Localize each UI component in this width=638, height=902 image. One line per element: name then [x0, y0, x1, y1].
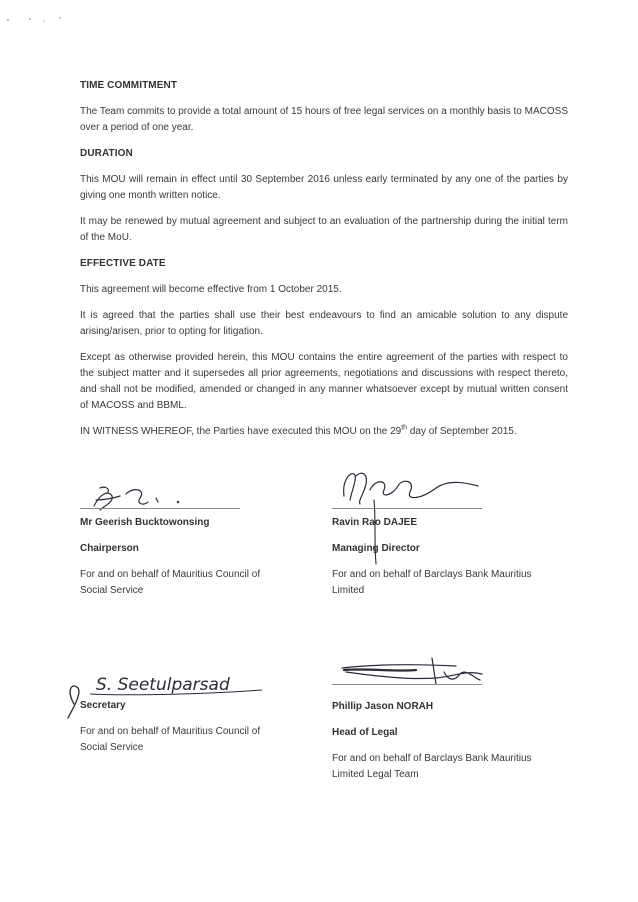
- witness-text-end: day of September 2015.: [407, 426, 517, 437]
- signatory-role: Head of Legal: [332, 727, 398, 738]
- paragraph: Except as otherwise provided herein, this MOU contains the entire agreement of the parties with respect to the subject matter and it supersedes all prior agreements, negotiations and discussions with respect thereto, and shall not be modified, amended or changed in any manner whatsoever except by mutual written consent of MACOSS and BBML.: [80, 352, 568, 411]
- signatory-role: Secretary: [80, 700, 126, 711]
- signature-chairperson: [86, 476, 196, 516]
- witness-ordinal: th: [401, 424, 408, 432]
- paragraph: This MOU will remain in effect until 30 September 2016 unless early terminated by any one of the parties by giving one month written notice.: [80, 174, 568, 201]
- section-effective-date: [80, 256, 568, 414]
- signature-line: [80, 508, 240, 509]
- paragraph: The Team commits to provide a total amount of 15 hours of free legal services on a monthly basis to MACOSS over a period of one year.: [80, 106, 568, 133]
- signatory-chairperson: [80, 515, 320, 599]
- scan-artifacts: [6, 14, 66, 24]
- paragraph: This agreement will become effective from 1 October 2015.: [80, 284, 342, 295]
- signatory-behalf: For and on behalf of Barclays Bank Mauritius Limited Legal Team: [332, 753, 532, 780]
- signatory-role: Managing Director: [332, 543, 420, 554]
- signatory-behalf: For and on behalf of Mauritius Council of Social Service: [80, 569, 261, 596]
- signatory-name: Phillip Jason NORAH: [332, 701, 434, 712]
- signatory-managing-director: [332, 515, 572, 599]
- handwritten-name: S. Seetulparsad: [96, 675, 230, 695]
- paragraph: It may be renewed by mutual agreement and subject to an evaluation of the partnership during the initial term of the MoU.: [80, 216, 568, 243]
- signatory-behalf: For and on behalf of Mauritius Council of Social Service: [80, 726, 261, 753]
- section-heading: TIME COMMITMENT: [80, 80, 178, 91]
- section-duration: [80, 146, 568, 246]
- signatory-name: Ravin Rao DAJEE: [332, 517, 418, 528]
- signatory-behalf: For and on behalf of Barclays Bank Mauritius Limited: [332, 569, 532, 596]
- witness-text: IN WITNESS WHEREOF, the Parties have executed this MOU on the 29: [80, 426, 402, 437]
- witness-statement: [80, 424, 568, 440]
- section-heading: DURATION: [80, 148, 133, 159]
- paragraph: It is agreed that the parties shall use their best endeavours to find an amicable solution to any dispute arising/arisen, prior to opting for litigation.: [80, 310, 568, 337]
- signature-head-of-legal: [336, 650, 496, 692]
- signatory-name: Mr Geerish Bucktowonsing: [80, 517, 210, 528]
- section-time-commitment: [80, 78, 568, 136]
- signatory-head-of-legal: [332, 699, 572, 783]
- signature-line: [332, 508, 482, 509]
- signatory-role: Chairperson: [80, 543, 139, 554]
- document-body: [80, 78, 568, 450]
- section-heading: EFFECTIVE DATE: [80, 258, 166, 269]
- signatory-secretary: [80, 698, 320, 756]
- signature-line: [332, 684, 482, 685]
